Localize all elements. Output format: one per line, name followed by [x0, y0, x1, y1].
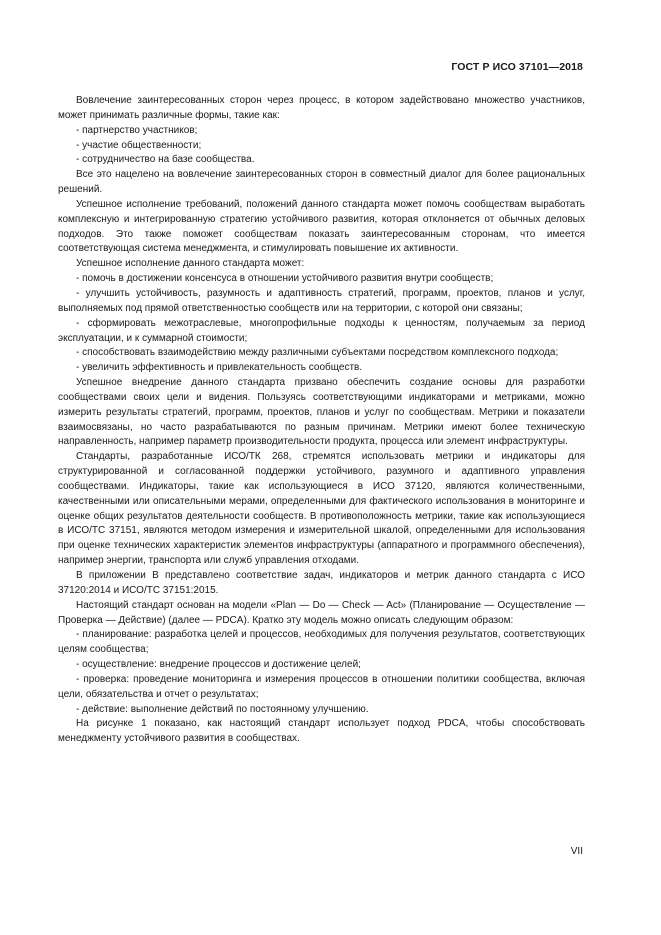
list-item: - сформировать межотраслевые, многопрофильные подходы к ценностям, получаемым за период эксплуатации, и к суммарной стоимости; — [58, 317, 585, 344]
paragraph: Вовлечение заинтересованных сторон через процесс, в котором задействовано множество участников, может принимать различные формы, такие как: — [58, 95, 585, 121]
list-item: - способствовать взаимодействию между различными субъектами посредством комплексного подхода; — [76, 347, 559, 359]
paragraph: Успешное исполнение требований, положений данного стандарта может помочь сообществам выработать комплексную и интегрированную стратегию устойчивого развития, которая отклоняется от обычных деловых подходов. Это также поможет сообществам показать заинтересованным сторонам, что имеется соответствующая система менеджмента, и стимулировать повышение их активности. — [58, 198, 585, 255]
list-item: - осуществление: внедрение процессов и достижение целей; — [76, 659, 361, 671]
paragraph: В приложении В представлено соответствие задач, индикаторов и метрик данного стандарта с ИСО 37120:2014 и ИСО/ТС 37151:2015. — [58, 570, 585, 596]
body-text — [58, 94, 585, 747]
list-item: - действие: выполнение действий по постоянному улучшению. — [76, 703, 369, 715]
list-item: - увеличить эффективность и привлекательность сообществ. — [76, 362, 363, 374]
list-item: - партнерство участников; — [76, 124, 198, 136]
paragraph: Настоящий стандарт основан на модели «Plan — Do — Check — Act» (Планирование — Осуществление — Проверка — Действие) (далее — PDCA). Кратко эту модель можно описать следующим образом: — [58, 599, 585, 626]
list-item: - улучшить устойчивость, разумность и адаптивность стратегий, программ, проектов, планов и услуг, выполняемых под прямой ответственностью сообществ или на территории, с которой они связаны; — [58, 287, 585, 314]
list-item: - участие общественности; — [76, 139, 202, 151]
paragraph: Успешное внедрение данного стандарта призвано обеспечить создание основы для разработки сообществами своих цели и видения. Пользуясь соответствующими индикаторами и метриками, можно измерить результаты стратегий, программ, проектов, планов и услуг по сообществам. Метрики и показатели взаимосвязаны, но часто разрабатываются по разным причинам. Метрики имеют более техническую направленность, например параметр производительности продукта, процесса или элемент инфраструктуры. — [58, 377, 585, 448]
list-item: - проверка: проведение мониторинга и измерения процессов в отношении политики сообщества, включая цели, обязательства и отчет о результатах; — [58, 673, 585, 700]
paragraph: На рисунке 1 показано, как настоящий стандарт использует подход PDCA, чтобы способствовать менеджменту устойчивого развития в сообществах. — [58, 718, 585, 745]
paragraph: Успешное исполнение данного стандарта может: — [76, 258, 305, 270]
standard-header: ГОСТ Р ИСО 37101—2018 — [451, 61, 583, 73]
list-item: - планирование: разработка целей и процессов, необходимых для получения результатов, соответствующих целям сообщества; — [58, 629, 585, 656]
paragraph: Все это нацелено на вовлечение заинтересованных сторон в совместный диалог для более рациональных решений. — [58, 169, 585, 196]
page-number: VII — [570, 846, 583, 857]
paragraph: Стандарты, разработанные ИСО/ТК 268, стремятся использовать метрики и индикаторы для структурированной и согласованной поддержки устойчивого, разумного и адаптивного управления сообществами. Индикаторы, такие как использующиеся в ИСО 37120, являются количественными, качественными или описательными мерами, определенными для фактического использования в мониторинге и оценке общих результатов деятельности сообществ. В противоположность метрики, такие как использующиеся в ИСО/ТС 37151, являются методом измерения и измерительной шкалой, определенными для использования при оценке технических характеристик элементов инфраструктуры (аппаратного и программного обеспечения), например энергии, транспорта или служб управления отходами. — [58, 451, 585, 567]
list-item: - помочь в достижении консенсуса в отношении устойчивого развития внутри сообществ; — [76, 273, 494, 285]
list-item: - сотрудничество на базе сообщества. — [76, 154, 255, 166]
